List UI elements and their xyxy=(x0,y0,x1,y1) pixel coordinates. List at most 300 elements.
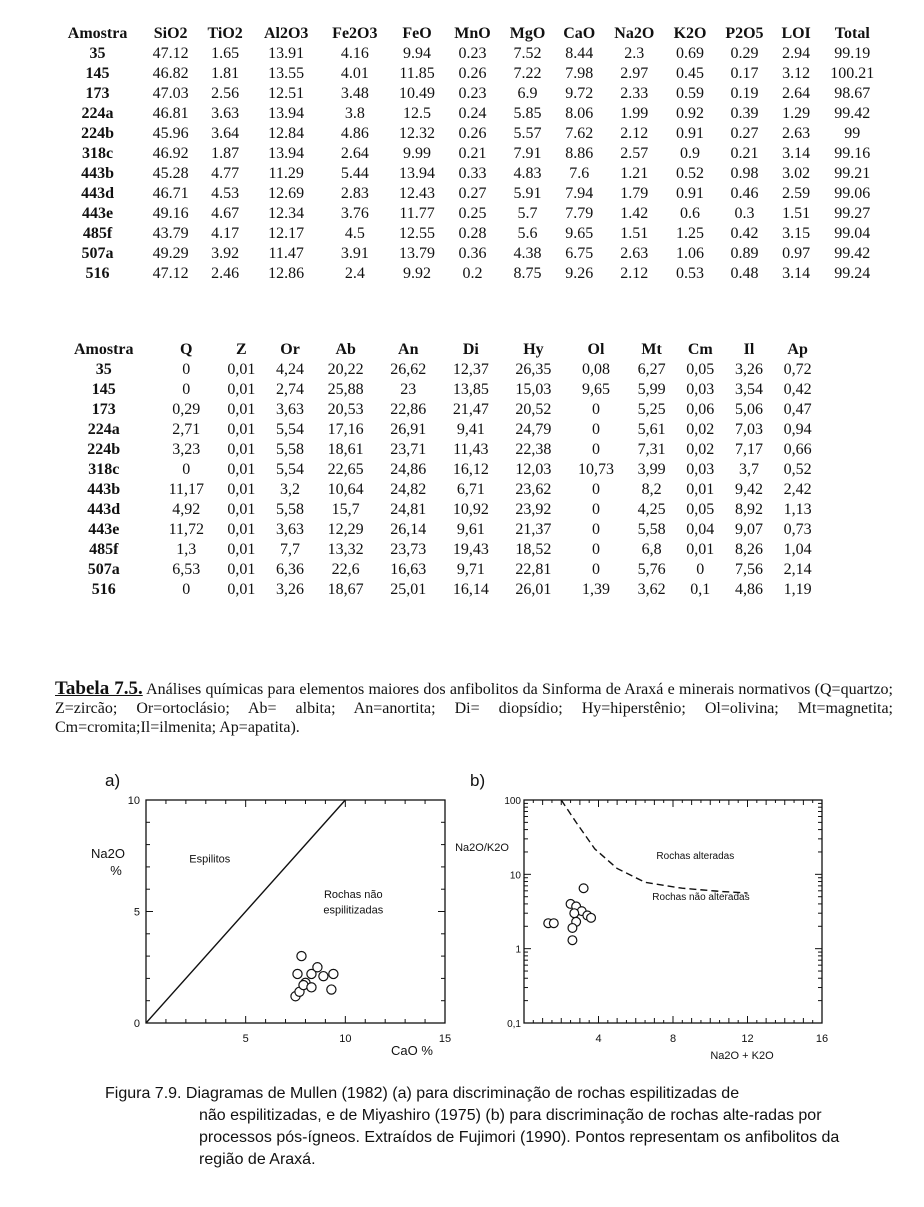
table2-value-cell: 8,2 xyxy=(641,481,662,498)
table1-value-cell: 5.57 xyxy=(513,125,542,142)
table2-value-cell: 0 xyxy=(591,541,600,558)
table2-value-cell: 3,23 xyxy=(172,441,201,458)
table1-value-cell: 2.12 xyxy=(620,265,649,282)
chart-a-x-tick-label: 5 xyxy=(242,1033,249,1045)
table1-value-cell: 0.36 xyxy=(458,245,487,262)
table2-value-cell: 0,01 xyxy=(686,481,715,498)
table1-value-cell: 11.77 xyxy=(399,205,435,222)
table1-value-cell: 0.53 xyxy=(676,265,705,282)
table2-value-cell: 3,99 xyxy=(637,461,666,478)
table1-value-cell: 8.44 xyxy=(565,45,594,62)
table-caption-label: Tabela 7.5. xyxy=(55,678,143,699)
table1-value-cell: 6.75 xyxy=(565,245,594,262)
table1-value-cell: 99.21 xyxy=(834,165,871,182)
table2-sample-cell: 35 xyxy=(95,361,112,378)
table2-header-cell: Ab xyxy=(335,341,356,358)
table1-value-cell: 10.49 xyxy=(399,85,436,102)
table1-value-cell: 99.42 xyxy=(834,105,871,122)
table1-value-cell: 5.91 xyxy=(513,185,542,202)
table1-value-cell: 1.29 xyxy=(782,105,811,122)
table1-value-cell: 13.94 xyxy=(268,145,305,162)
table2-value-cell: 20,53 xyxy=(327,401,364,418)
table2-value-cell: 8,26 xyxy=(734,541,763,558)
table2-value-cell: 0 xyxy=(182,381,191,398)
table2-header-cell: Or xyxy=(280,341,300,358)
table1-value-cell: 12.84 xyxy=(268,125,305,142)
table1-value-cell: 1.21 xyxy=(620,165,649,182)
table2-value-cell: 4,25 xyxy=(637,501,666,518)
table2-value-cell: 25,01 xyxy=(390,581,427,598)
table1-header-cell: Fe2O3 xyxy=(332,25,378,42)
chart-b-data-point xyxy=(549,919,558,928)
table2-value-cell: 3,26 xyxy=(276,581,305,598)
table1-value-cell: 45.28 xyxy=(152,165,189,182)
table1-value-cell: 49.16 xyxy=(152,205,189,222)
chart-a-y-tick-label: 10 xyxy=(127,795,140,807)
table1-value-cell: 46.71 xyxy=(152,185,189,202)
table2-sample-cell: 507a xyxy=(87,561,120,578)
table2-value-cell: 0 xyxy=(591,481,600,498)
table2-value-cell: 0 xyxy=(182,581,191,598)
chart-b-y-tick-label: 10 xyxy=(509,870,521,882)
table1-header-cell: TiO2 xyxy=(207,25,243,42)
table1-value-cell: 3.76 xyxy=(340,205,369,222)
table2-value-cell: 8,92 xyxy=(734,501,763,518)
table2-value-cell: 3,7 xyxy=(738,461,759,478)
table1-value-cell: 9.26 xyxy=(565,265,594,282)
table1-value-cell: 99.24 xyxy=(834,265,871,282)
table2-value-cell: 11,43 xyxy=(453,441,489,458)
table1-sample-cell: 516 xyxy=(85,265,110,282)
table2-value-cell: 3,26 xyxy=(734,361,763,378)
table1-value-cell: 3.91 xyxy=(340,245,369,262)
table1-value-cell: 3.14 xyxy=(782,145,811,162)
table1-value-cell: 12.17 xyxy=(268,225,305,242)
table1-value-cell: 8.75 xyxy=(513,265,542,282)
chart-b xyxy=(455,771,828,1062)
table1-value-cell: 0.21 xyxy=(458,145,487,162)
table1-value-cell: 0.97 xyxy=(782,245,811,262)
table2-value-cell: 0,01 xyxy=(227,501,256,518)
table1-value-cell: 0.9 xyxy=(680,145,701,162)
chart-a-data-point xyxy=(293,969,302,978)
table2-value-cell: 9,41 xyxy=(456,421,485,438)
table2-value-cell: 1,39 xyxy=(581,581,610,598)
table2-value-cell: 22,38 xyxy=(515,441,552,458)
chart-b-x-tick-label: 16 xyxy=(815,1033,829,1045)
table2-value-cell: 11,17 xyxy=(168,481,204,498)
table1-value-cell: 99.16 xyxy=(834,145,871,162)
table1-value-cell: 12.32 xyxy=(399,125,436,142)
table1-value-cell: 0.42 xyxy=(730,225,759,242)
table2-value-cell: 3,2 xyxy=(280,481,301,498)
table2-value-cell: 6,53 xyxy=(172,561,201,578)
table1-value-cell: 9.99 xyxy=(403,145,432,162)
table1-value-cell: 43.79 xyxy=(152,225,189,242)
table1-value-cell: 12.5 xyxy=(403,105,432,122)
table1-value-cell: 12.55 xyxy=(399,225,436,242)
table2-value-cell: 5,54 xyxy=(276,421,305,438)
table1-value-cell: 6.9 xyxy=(517,85,538,102)
table2-value-cell: 2,14 xyxy=(783,561,812,578)
table2-value-cell: 9,61 xyxy=(456,521,485,538)
table1-value-cell: 3.48 xyxy=(340,85,369,102)
table2-header-cell: Amostra xyxy=(73,341,134,358)
table2-value-cell: 0 xyxy=(591,401,600,418)
table2-value-cell: 1,19 xyxy=(783,581,812,598)
table1-value-cell: 11.47 xyxy=(268,245,304,262)
table1-sample-cell: 443b xyxy=(81,165,114,182)
table1-header-cell: K2O xyxy=(673,25,707,42)
table1-value-cell: 13.55 xyxy=(268,65,305,82)
table1-value-cell: 3.02 xyxy=(782,165,811,182)
table2-value-cell: 3,54 xyxy=(734,381,763,398)
table2-value-cell: 7,31 xyxy=(637,441,666,458)
table1-header-cell: LOI xyxy=(781,25,811,42)
table2-value-cell: 16,12 xyxy=(452,461,489,478)
table2-value-cell: 18,52 xyxy=(515,541,552,558)
table2-value-cell: 26,14 xyxy=(390,521,427,538)
table2-value-cell: 0,01 xyxy=(227,361,256,378)
table2-sample-cell: 443e xyxy=(88,521,120,538)
table2-header-cell: Z xyxy=(236,341,247,358)
table1-value-cell: 0.26 xyxy=(458,125,487,142)
table1-value-cell: 2.46 xyxy=(211,265,240,282)
table1-value-cell: 99.27 xyxy=(834,205,871,222)
table2-value-cell: 0,01 xyxy=(227,581,256,598)
table1-sample-cell: 173 xyxy=(85,85,110,102)
table2-value-cell: 3,62 xyxy=(637,581,666,598)
table2-value-cell: 0,01 xyxy=(227,561,256,578)
table1-sample-cell: 224b xyxy=(81,125,114,142)
chart-b-data-point xyxy=(587,913,596,922)
table1-value-cell: 0.2 xyxy=(462,265,483,282)
table1-value-cell: 2.64 xyxy=(782,85,811,102)
table2-value-cell: 0,02 xyxy=(686,421,715,438)
table1-value-cell: 13.79 xyxy=(399,245,436,262)
table1-value-cell: 12.51 xyxy=(268,85,305,102)
table2-sample-cell: 443b xyxy=(87,481,121,498)
table1-value-cell: 0.27 xyxy=(458,185,487,202)
table1-value-cell: 2.63 xyxy=(782,125,811,142)
table2-value-cell: 21,47 xyxy=(452,401,489,418)
table2-header-cell: Q xyxy=(180,341,193,358)
chart-a-region-label: Rochas não xyxy=(323,889,383,902)
table1-value-cell: 7.6 xyxy=(569,165,590,182)
table1-value-cell: 0.69 xyxy=(676,45,705,62)
table2-sample-cell: 224b xyxy=(87,441,121,458)
table1-value-cell: 5.44 xyxy=(340,165,369,182)
table1-value-cell: 0.48 xyxy=(730,265,759,282)
table1-value-cell: 5.7 xyxy=(517,205,538,222)
table1-sample-cell: 507a xyxy=(81,245,114,262)
table2-value-cell: 21,37 xyxy=(515,521,552,538)
table1-value-cell: 0.59 xyxy=(676,85,705,102)
chart-a xyxy=(91,771,451,1058)
table2-value-cell: 0,01 xyxy=(227,381,256,398)
chart-b-x-tick-label: 8 xyxy=(669,1033,677,1045)
table1-value-cell: 12.86 xyxy=(268,265,305,282)
table1-value-cell: 2.4 xyxy=(344,265,365,282)
table2-value-cell: 4,24 xyxy=(276,361,305,378)
table1-value-cell: 2.59 xyxy=(782,185,811,202)
table1-value-cell: 5.6 xyxy=(517,225,538,242)
table2-value-cell: 5,58 xyxy=(637,521,666,538)
table2-header-cell: Di xyxy=(462,341,479,358)
table1-sample-cell: 318c xyxy=(82,145,114,162)
table1-value-cell: 0.91 xyxy=(676,185,705,202)
table1-header-cell: Na2O xyxy=(614,25,655,42)
table1-value-cell: 47.12 xyxy=(152,265,189,282)
table2-value-cell: 18,61 xyxy=(327,441,364,458)
table1-value-cell: 98.67 xyxy=(834,85,871,102)
chart-b-data-point xyxy=(568,936,577,945)
table2-value-cell: 0,06 xyxy=(686,401,715,418)
table2-value-cell: 17,16 xyxy=(327,421,364,438)
table2-value-cell: 0,66 xyxy=(783,441,812,458)
table2-value-cell: 9,42 xyxy=(734,481,763,498)
chart-b-y-tick-label: 0,1 xyxy=(507,1019,521,1030)
table2-value-cell: 11,72 xyxy=(168,521,204,538)
table1-value-cell: 2.3 xyxy=(624,45,645,62)
table1-value-cell: 4.77 xyxy=(211,165,240,182)
table1-value-cell: 1.87 xyxy=(211,145,240,162)
table1-value-cell: 12.69 xyxy=(268,185,305,202)
table2-value-cell: 5,58 xyxy=(276,501,305,518)
table1-value-cell: 46.92 xyxy=(152,145,189,162)
table2-value-cell: 25,88 xyxy=(327,381,364,398)
chart-a-x-tick-label: 15 xyxy=(438,1033,452,1045)
table1-value-cell: 12.43 xyxy=(399,185,436,202)
table1-value-cell: 11.85 xyxy=(399,65,435,82)
table2-value-cell: 19,43 xyxy=(452,541,489,558)
table1-value-cell: 1.51 xyxy=(620,225,649,242)
table2-value-cell: 26,91 xyxy=(390,421,427,438)
table2-value-cell: 0 xyxy=(182,361,191,378)
table2-value-cell: 0,72 xyxy=(783,361,812,378)
table1-sample-cell: 485f xyxy=(82,225,113,242)
table2-value-cell: 24,86 xyxy=(390,461,427,478)
table2-value-cell: 2,74 xyxy=(276,381,305,398)
table1-header-cell: SiO2 xyxy=(153,25,188,42)
table2-value-cell: 5,76 xyxy=(637,561,666,578)
table1-value-cell: 0.33 xyxy=(458,165,487,182)
table1-value-cell: 99.19 xyxy=(834,45,871,62)
table1-value-cell: 0.98 xyxy=(730,165,759,182)
table1-header-cell: Total xyxy=(834,25,870,42)
table2-sample-cell: 318c xyxy=(88,461,120,478)
table2-value-cell: 0,01 xyxy=(227,421,256,438)
table1-value-cell: 12.34 xyxy=(268,205,305,222)
table2-value-cell: 0,01 xyxy=(227,401,256,418)
table2-value-cell: 0 xyxy=(182,461,191,478)
table1-value-cell: 45.96 xyxy=(152,125,189,142)
chart-b-y-tick-label: 1 xyxy=(515,944,521,956)
table1-value-cell: 4.5 xyxy=(344,225,365,242)
table2-value-cell: 6,71 xyxy=(456,481,485,498)
table2-value-cell: 0,03 xyxy=(686,381,715,398)
table2-value-cell: 12,03 xyxy=(515,461,552,478)
table1-sample-cell: 443e xyxy=(82,205,114,222)
table2-value-cell: 4,86 xyxy=(734,581,763,598)
table1-value-cell: 5.85 xyxy=(513,105,542,122)
table1-header-cell: MnO xyxy=(454,25,491,42)
table2-value-cell: 0,01 xyxy=(227,521,256,538)
table2-value-cell: 13,85 xyxy=(452,381,489,398)
table1-value-cell: 4.53 xyxy=(211,185,240,202)
chart-a-data-point xyxy=(329,969,338,978)
table2-value-cell: 13,32 xyxy=(327,541,364,558)
table2-value-cell: 0 xyxy=(696,561,705,578)
table1-value-cell: 1.65 xyxy=(211,45,240,62)
table1-value-cell: 7.98 xyxy=(565,65,594,82)
table1-value-cell: 0.28 xyxy=(458,225,487,242)
table2-value-cell: 23,71 xyxy=(390,441,427,458)
table2-value-cell: 7,17 xyxy=(734,441,763,458)
table2-value-cell: 23,92 xyxy=(515,501,552,518)
table2-value-cell: 0,1 xyxy=(690,581,711,598)
table2-value-cell: 22,86 xyxy=(390,401,427,418)
table1-value-cell: 0.46 xyxy=(730,185,759,202)
chart-b-y-tick-label: 100 xyxy=(504,796,521,807)
table1-value-cell: 7.91 xyxy=(513,145,542,162)
table1-value-cell: 8.86 xyxy=(565,145,594,162)
chart-a-panel-label: a) xyxy=(105,771,121,790)
table1-value-cell: 4.83 xyxy=(513,165,542,182)
table2-value-cell: 0 xyxy=(591,441,600,458)
table2-value-cell: 0,08 xyxy=(581,361,610,378)
table-caption-text: Análises químicas para elementos maiores dos anfibolitos da Sinforma de Araxá e minerais normativos (Q=quartzo; Z=zircão; Or=ortoclásio; Ab= albita; An=anortita; Di= diopsídio; Hy=hiperstênio; Ol=olivina; Mt=magnetita; Cm=cromita;Il=ilmenita; Ap=apatita). xyxy=(55,681,893,736)
table2-value-cell: 0,01 xyxy=(227,441,256,458)
table1-header-cell: Amostra xyxy=(67,25,128,42)
table2-value-cell: 4,92 xyxy=(172,501,201,518)
table1-value-cell: 1.25 xyxy=(676,225,705,242)
figure-caption xyxy=(105,1083,865,1171)
table1-value-cell: 0.23 xyxy=(458,45,487,62)
table1-value-cell: 0.52 xyxy=(676,165,705,182)
chart-a-y-label-unit: % xyxy=(110,863,122,878)
table2-sample-cell: 173 xyxy=(91,401,116,418)
table2-value-cell: 5,58 xyxy=(276,441,305,458)
chart-a-x-tick-label: 10 xyxy=(339,1033,352,1045)
table1-value-cell: 2.33 xyxy=(620,85,649,102)
table1-value-cell: 0.24 xyxy=(458,105,487,122)
table1-value-cell: 1.51 xyxy=(782,205,811,222)
chart-a-data-point xyxy=(319,972,328,981)
table1-value-cell: 0.39 xyxy=(730,105,759,122)
table2-value-cell: 5,25 xyxy=(637,401,666,418)
table1-value-cell: 9.92 xyxy=(403,265,432,282)
table1-sample-cell: 35 xyxy=(89,45,106,62)
table2-value-cell: 5,06 xyxy=(734,401,763,418)
table2-value-cell: 0,52 xyxy=(783,461,812,478)
table2-header-cell: Ap xyxy=(787,341,808,358)
table2-value-cell: 6,27 xyxy=(637,361,666,378)
table2-value-cell: 0 xyxy=(591,521,600,538)
table2-value-cell: 24,81 xyxy=(390,501,427,518)
table1-value-cell: 3.8 xyxy=(344,105,365,122)
table1-value-cell: 2.94 xyxy=(782,45,811,62)
table1-value-cell: 0.25 xyxy=(458,205,487,222)
table1-header-cell: P2O5 xyxy=(725,25,764,42)
table2-header-cell: Cm xyxy=(687,341,713,358)
table1-sample-cell: 145 xyxy=(85,65,110,82)
table2-value-cell: 0 xyxy=(591,421,600,438)
table2-header-cell: Hy xyxy=(523,341,544,358)
table2-value-cell: 10,64 xyxy=(327,481,364,498)
table1-value-cell: 7.94 xyxy=(565,185,594,202)
table1-value-cell: 0.26 xyxy=(458,65,487,82)
table2-sample-cell: 224a xyxy=(87,421,120,438)
chart-a-data-point xyxy=(313,963,322,972)
table1-value-cell: 0.19 xyxy=(730,85,759,102)
table2-value-cell: 3,63 xyxy=(276,521,305,538)
figure-caption-first-line: Figura 7.9. Diagramas de Mullen (1982) (a) para discriminação de rochas espilitizadas de xyxy=(105,1085,740,1102)
table1-value-cell: 0.17 xyxy=(730,65,759,82)
table2-value-cell: 12,37 xyxy=(452,361,489,378)
table2-value-cell: 7,7 xyxy=(280,541,301,558)
chart-b-x-label: Na2O + K2O xyxy=(710,1050,774,1062)
table1-value-cell: 47.12 xyxy=(152,45,189,62)
table2-sample-cell: 485f xyxy=(89,541,119,558)
table2-value-cell: 0,01 xyxy=(227,481,256,498)
table1-value-cell: 11.29 xyxy=(268,165,304,182)
table2-value-cell: 26,01 xyxy=(515,581,552,598)
chart-b-data-point xyxy=(579,884,588,893)
table2-value-cell: 5,61 xyxy=(637,421,666,438)
table1-value-cell: 9.72 xyxy=(565,85,594,102)
table1-value-cell: 3.92 xyxy=(211,245,240,262)
table1-header-cell: FeO xyxy=(402,25,432,42)
table1-value-cell: 3.64 xyxy=(211,125,240,142)
table1-value-cell: 1.81 xyxy=(211,65,240,82)
table1-value-cell: 99.42 xyxy=(834,245,871,262)
chart-a-data-point xyxy=(307,983,316,992)
table1-value-cell: 3.63 xyxy=(211,105,240,122)
table2-sample-cell: 145 xyxy=(91,381,116,398)
table2-value-cell: 9,07 xyxy=(734,521,763,538)
table2-value-cell: 0,42 xyxy=(783,381,812,398)
table1-value-cell: 2.12 xyxy=(620,125,649,142)
table2-value-cell: 23,62 xyxy=(515,481,552,498)
table1-value-cell: 9.94 xyxy=(403,45,432,62)
table2-value-cell: 3,63 xyxy=(276,401,305,418)
table1-value-cell: 100.21 xyxy=(830,65,875,82)
figure-caption-rest: não espilitizadas, e de Miyashiro (1975) (b) para discriminação de rochas alte-radas por processos pós-ígneos. Extraídos de Fujimori (1990). Pontos representam os anfibolitos da região de Araxá. xyxy=(199,1107,840,1168)
table2-value-cell: 15,7 xyxy=(331,501,360,518)
table1-value-cell: 7.62 xyxy=(565,125,594,142)
table1-value-cell: 3.12 xyxy=(782,65,811,82)
table2-value-cell: 0,04 xyxy=(686,521,715,538)
table1-header-cell: CaO xyxy=(563,25,596,42)
chart-b-frame xyxy=(524,800,822,1023)
table1-value-cell: 3.15 xyxy=(782,225,811,242)
table1-value-cell: 46.82 xyxy=(152,65,189,82)
table2-value-cell: 24,82 xyxy=(390,481,427,498)
table1-header-cell: Al2O3 xyxy=(263,25,309,42)
table2-value-cell: 5,54 xyxy=(276,461,305,478)
table2-value-cell: 22,6 xyxy=(331,561,360,578)
table1-value-cell: 4.38 xyxy=(513,245,542,262)
table2-value-cell: 0,01 xyxy=(227,541,256,558)
table2-value-cell: 23,73 xyxy=(390,541,427,558)
table1-value-cell: 4.01 xyxy=(340,65,369,82)
table1-value-cell: 46.81 xyxy=(152,105,189,122)
table1-value-cell: 2.83 xyxy=(340,185,369,202)
table2-header-cell: Il xyxy=(743,341,755,358)
table1-sample-cell: 224a xyxy=(81,105,114,122)
table2-value-cell: 0,47 xyxy=(783,401,812,418)
